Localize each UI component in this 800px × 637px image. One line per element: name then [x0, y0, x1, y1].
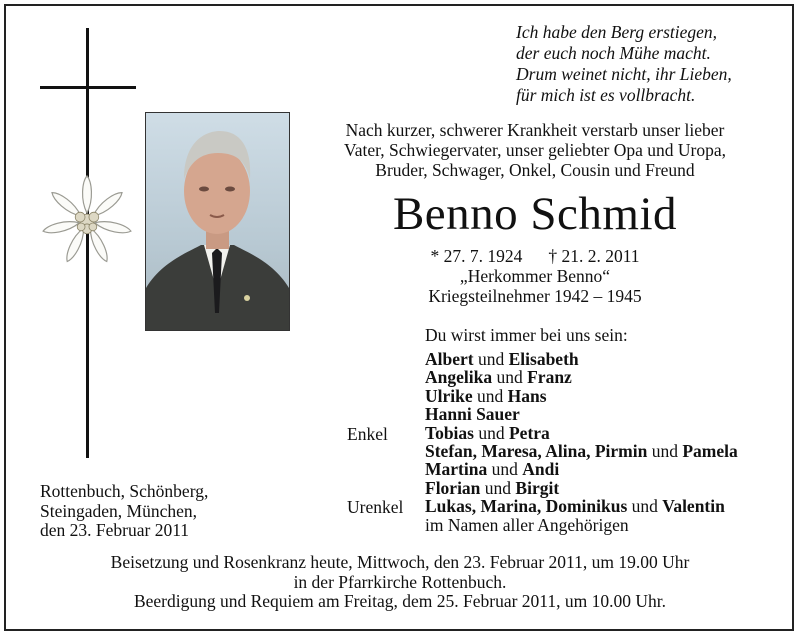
death-date: † 21. 2. 2011: [548, 246, 640, 266]
family-row: Hanni Sauer: [425, 404, 520, 425]
place-line: Steingaden, München,: [40, 500, 197, 521]
funeral-line: in der Pfarrkirche Rottenbuch.: [293, 571, 507, 592]
family-row: Martina und Andi: [425, 459, 560, 480]
poem-line: Drum weinet nicht, ihr Lieben,: [516, 64, 732, 84]
life-dates: [300, 246, 770, 306]
portrait-photo: [145, 112, 290, 331]
enkel-label: Enkel: [347, 424, 388, 444]
place-and-date: [40, 482, 208, 541]
family-row: Angelika und Franz: [425, 367, 572, 388]
intro-line: Bruder, Schwager, Onkel, Cousin und Freund: [375, 160, 695, 180]
family-row: Lukas, Marina, Dominikus und Valentin: [425, 496, 725, 517]
edelweiss-icon: [38, 172, 136, 270]
birth-date: * 27. 7. 1924: [430, 246, 523, 266]
deceased-name: Benno Schmid: [392, 188, 678, 240]
place-line: den 23. Februar 2011: [40, 520, 190, 540]
funeral-line: Beerdigung und Requiem am Freitag, dem 25. Februar 2011, um 10.00 Uhr.: [133, 591, 667, 611]
family-list: [425, 350, 785, 534]
poem-line: der euch noch Mühe macht.: [516, 43, 711, 63]
urenkel-label: Urenkel: [347, 497, 404, 517]
family-row: Albert und Elisabeth: [425, 349, 579, 369]
family-row: Stefan, Maresa, Alina, Pirmin und Pamela: [425, 441, 738, 462]
intro-text: [300, 120, 770, 180]
intro-line: Vater, Schwiegervater, unser geliebter Opa und Uropa,: [344, 140, 726, 160]
poem-line: Ich habe den Berg erstiegen,: [516, 22, 718, 42]
war-service: Kriegsteilnehmer 1942 – 1945: [428, 286, 642, 306]
portrait-illustration: [146, 113, 289, 330]
poem-line: für mich ist es vollbracht.: [516, 85, 696, 105]
intro-line: Nach kurzer, schwerer Krankheit verstarb unser lieber: [345, 120, 725, 140]
poem: [516, 22, 786, 106]
funeral-line: Beisetzung und Rosenkranz heute, Mittwoch, den 23. Februar 2011, um 19.00 Uhr: [110, 552, 690, 572]
family-row: Ulrike und Hans: [425, 385, 547, 406]
family-row: Tobias und Petra: [425, 422, 550, 443]
farewell-line: Du wirst immer bei uns sein:: [425, 325, 628, 345]
family-row: Florian und Birgit: [425, 477, 560, 498]
funeral-info: [40, 553, 760, 612]
place-line: Rottenbuch, Schönberg,: [40, 481, 209, 501]
nickname: „Herkommer Benno“: [459, 266, 611, 286]
family-row: im Namen aller Angehörigen: [425, 514, 629, 535]
